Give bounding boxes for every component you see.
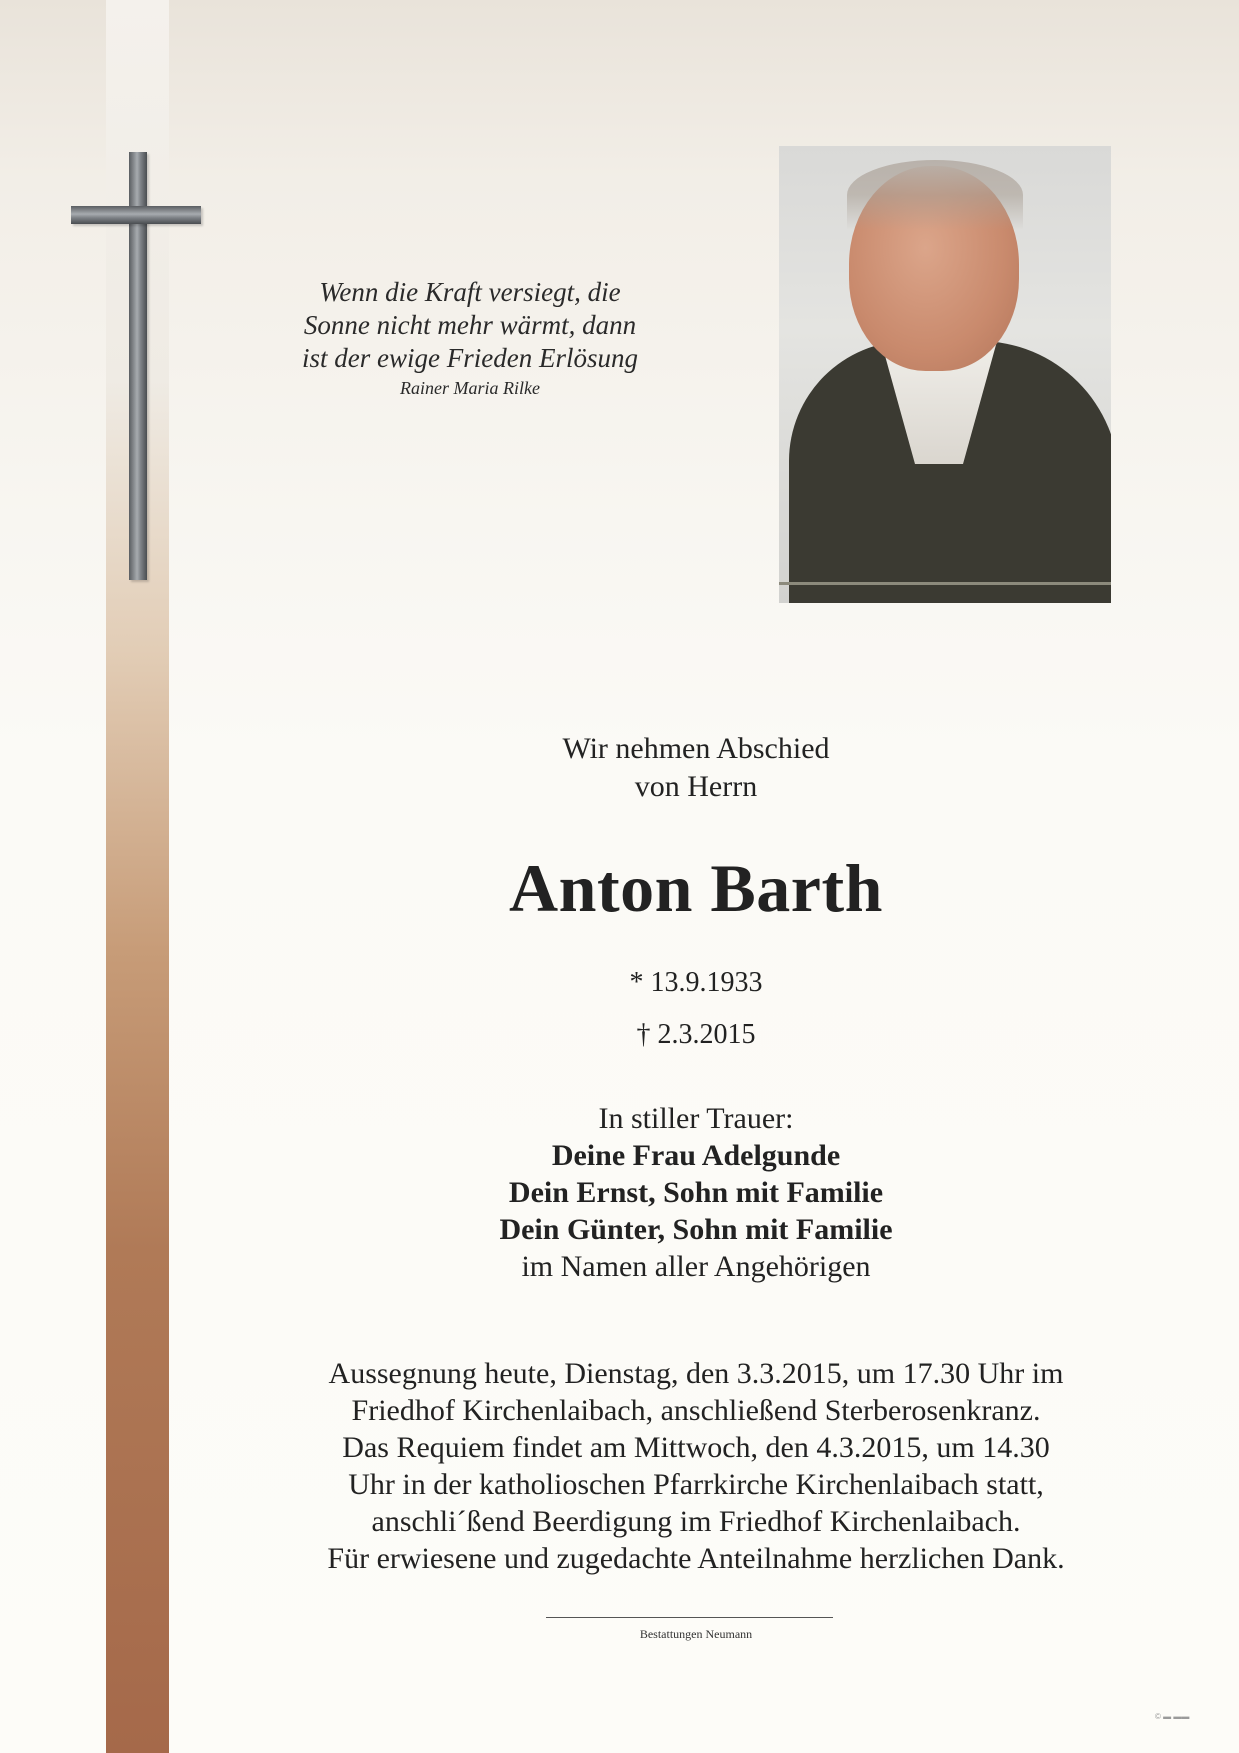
ceremony-line: Friedhof Kirchenlaibach, anschließend Sterberosenkranz. [351, 1394, 1041, 1427]
ceremony-line: Das Requiem findet am Mittwoch, den 4.3.2015, um 14.30 [342, 1431, 1050, 1464]
quote-line: ist der ewige Frieden Erlösung [302, 343, 638, 373]
memorial-quote [260, 276, 680, 399]
mourners-block [196, 1100, 1196, 1285]
quote-line: Sonne nicht mehr wärmt, dann [303, 310, 637, 340]
mourner-name: Deine Frau Adelgunde [551, 1139, 841, 1172]
quote-author: Rainer Maria Rilke [400, 378, 540, 398]
deceased-name: Anton Barth [509, 850, 883, 926]
cross-icon-bar [71, 206, 201, 224]
quote-line: Wenn die Kraft versiegt, die [319, 277, 621, 307]
mourning-intro: In stiller Trauer: [598, 1102, 794, 1135]
divider [546, 1617, 833, 1618]
mourner-name: Dein Günter, Sohn mit Familie [499, 1213, 893, 1246]
ceremony-details [196, 1355, 1196, 1577]
farewell-text [196, 730, 1196, 806]
ceremony-line: Für erwiesene und zugedachte Anteilnahme herzlichen Dank. [327, 1542, 1065, 1575]
mourner-name: Dein Ernst, Sohn mit Familie [508, 1176, 884, 1209]
farewell-line: Wir nehmen Abschied [562, 732, 830, 765]
undertaker-name: Bestattungen Neumann [639, 1627, 753, 1641]
ceremony-line: Aussegnung heute, Dienstag, den 3.3.2015, um 17.30 Uhr im [328, 1357, 1064, 1390]
photo-hair [847, 160, 1023, 230]
mourning-closing: im Namen aller Angehörigen [521, 1250, 871, 1283]
birth-date: * 13.9.1933 [629, 967, 763, 998]
death-date: † 2.3.2015 [636, 1019, 756, 1050]
ceremony-line: Uhr in der katholioschen Pfarrkirche Kirchenlaibach statt, [348, 1468, 1044, 1501]
portrait-photo [779, 146, 1111, 603]
publisher-logo: © ▬ ▬▬ [1155, 1712, 1190, 1721]
photo-jacket-stripe [779, 582, 1111, 585]
ceremony-line: anschli´ßend Beerdigung im Friedhof Kirchenlaibach. [371, 1505, 1021, 1538]
farewell-line: von Herrn [634, 770, 758, 803]
